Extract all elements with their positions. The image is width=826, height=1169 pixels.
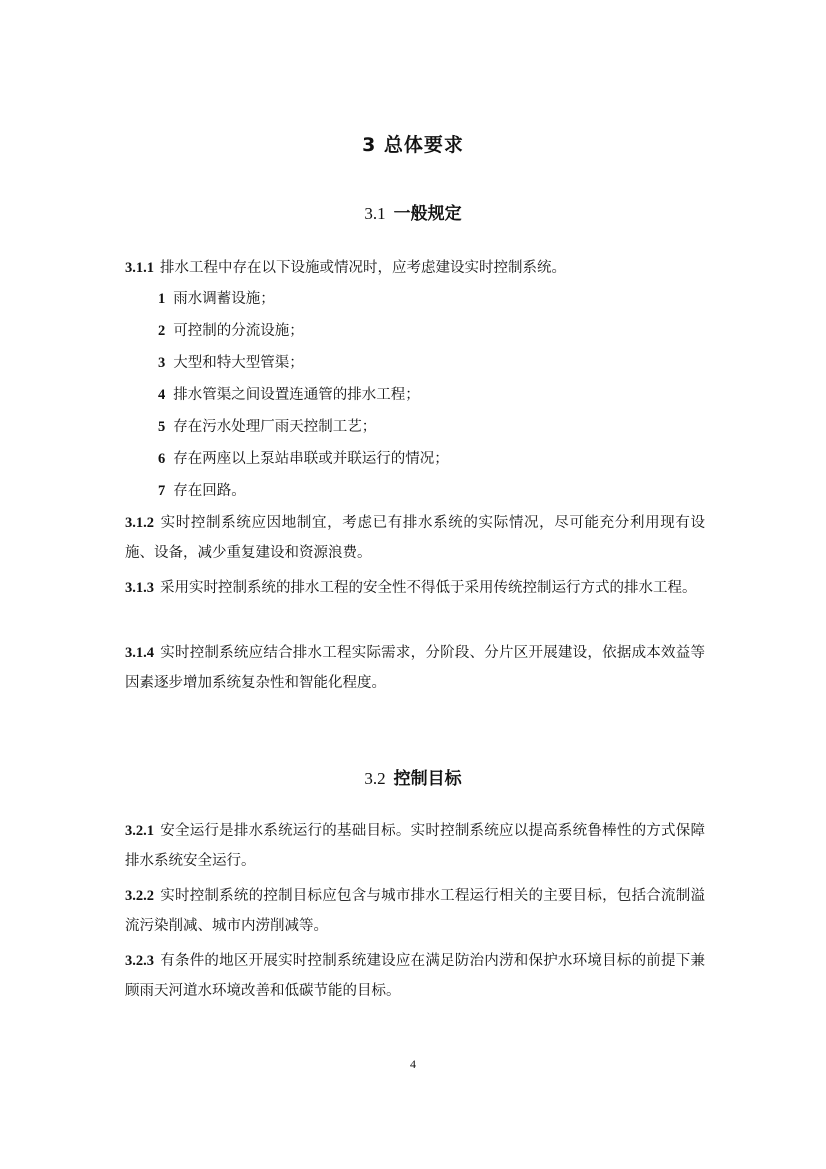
clause-text: 排水工程中存在以下设施或情况时，应考虑建设实时控制系统。 <box>160 260 566 276</box>
item-text: 存在回路。 <box>173 483 246 499</box>
item-text: 可控制的分流设施； <box>173 323 304 339</box>
item-text: 雨水调蓄设施； <box>173 291 275 307</box>
section-title: 一般规定 <box>393 204 462 224</box>
list-item <box>158 284 718 314</box>
clause-text: 采用实时控制系统的排水工程的安全性不得低于采用传统控制运行方式的排水工程。 <box>160 580 697 596</box>
item-number: 2 <box>158 323 166 339</box>
clause-3-1-2 <box>125 508 705 568</box>
item-number: 1 <box>158 291 166 307</box>
page-number: 4 <box>410 1057 416 1071</box>
clause-number: 3.2.1 <box>125 823 154 839</box>
clause-text: 实时控制系统应因地制宜，考虑已有排水系统的实际情况，尽可能充分利用现有设施、设备，减少重复建设和资源浪费。 <box>125 515 705 561</box>
clause-text: 安全运行是排水系统运行的基础目标。实时控制系统应以提高系统鲁棒性的方式保障排水系统安全运行。 <box>125 823 705 869</box>
list-item <box>158 444 718 474</box>
chapter-title: 3 总体要求 <box>362 134 464 156</box>
section-title: 控制目标 <box>393 769 462 789</box>
item-number: 4 <box>158 387 166 403</box>
clause-3-1-4 <box>125 638 705 698</box>
list-item <box>158 412 718 442</box>
item-number: 6 <box>158 451 166 467</box>
section-number: 3.2 <box>364 769 386 788</box>
item-text: 存在污水处理厂雨天控制工艺； <box>173 419 377 435</box>
clause-3-2-1 <box>125 816 705 876</box>
list-item <box>158 348 718 378</box>
clause-number: 3.1.2 <box>125 515 154 531</box>
clause-3-2-3 <box>125 946 705 1006</box>
list-item <box>158 476 718 506</box>
clause-number: 3.2.2 <box>125 888 154 904</box>
clause-text: 实时控制系统应结合排水工程实际需求，分阶段、分片区开展建设，依据成本效益等因素逐步增加系统复杂性和智能化程度。 <box>125 645 705 691</box>
clause-3-1-1 <box>125 253 705 283</box>
section-heading-3-1 <box>0 199 826 224</box>
item-text: 存在两座以上泵站串联或并联运行的情况； <box>173 451 449 467</box>
item-number: 3 <box>158 355 166 371</box>
clause-text: 实时控制系统的控制目标应包含与城市排水工程运行相关的主要目标，包括合流制溢流污染削减、城市内涝削减等。 <box>125 888 705 934</box>
item-text: 大型和特大型管渠； <box>173 355 304 371</box>
clause-number: 3.2.3 <box>125 953 154 969</box>
item-number: 7 <box>158 483 166 499</box>
list-item <box>158 316 718 346</box>
clause-number: 3.1.1 <box>125 260 154 276</box>
section-number: 3.1 <box>364 204 386 223</box>
clause-3-2-2 <box>125 881 705 941</box>
item-text: 排水管渠之间设置连通管的排水工程； <box>173 387 420 403</box>
section-heading-3-2 <box>0 764 826 789</box>
clause-3-1-3 <box>125 573 705 603</box>
clause-text: 有条件的地区开展实时控制系统建设应在满足防治内涝和保护水环境目标的前提下兼顾雨天河道水环境改善和低碳节能的目标。 <box>125 953 705 999</box>
clause-number: 3.1.4 <box>125 645 154 661</box>
list-item <box>158 380 718 410</box>
clause-number: 3.1.3 <box>125 580 154 596</box>
item-number: 5 <box>158 419 166 435</box>
